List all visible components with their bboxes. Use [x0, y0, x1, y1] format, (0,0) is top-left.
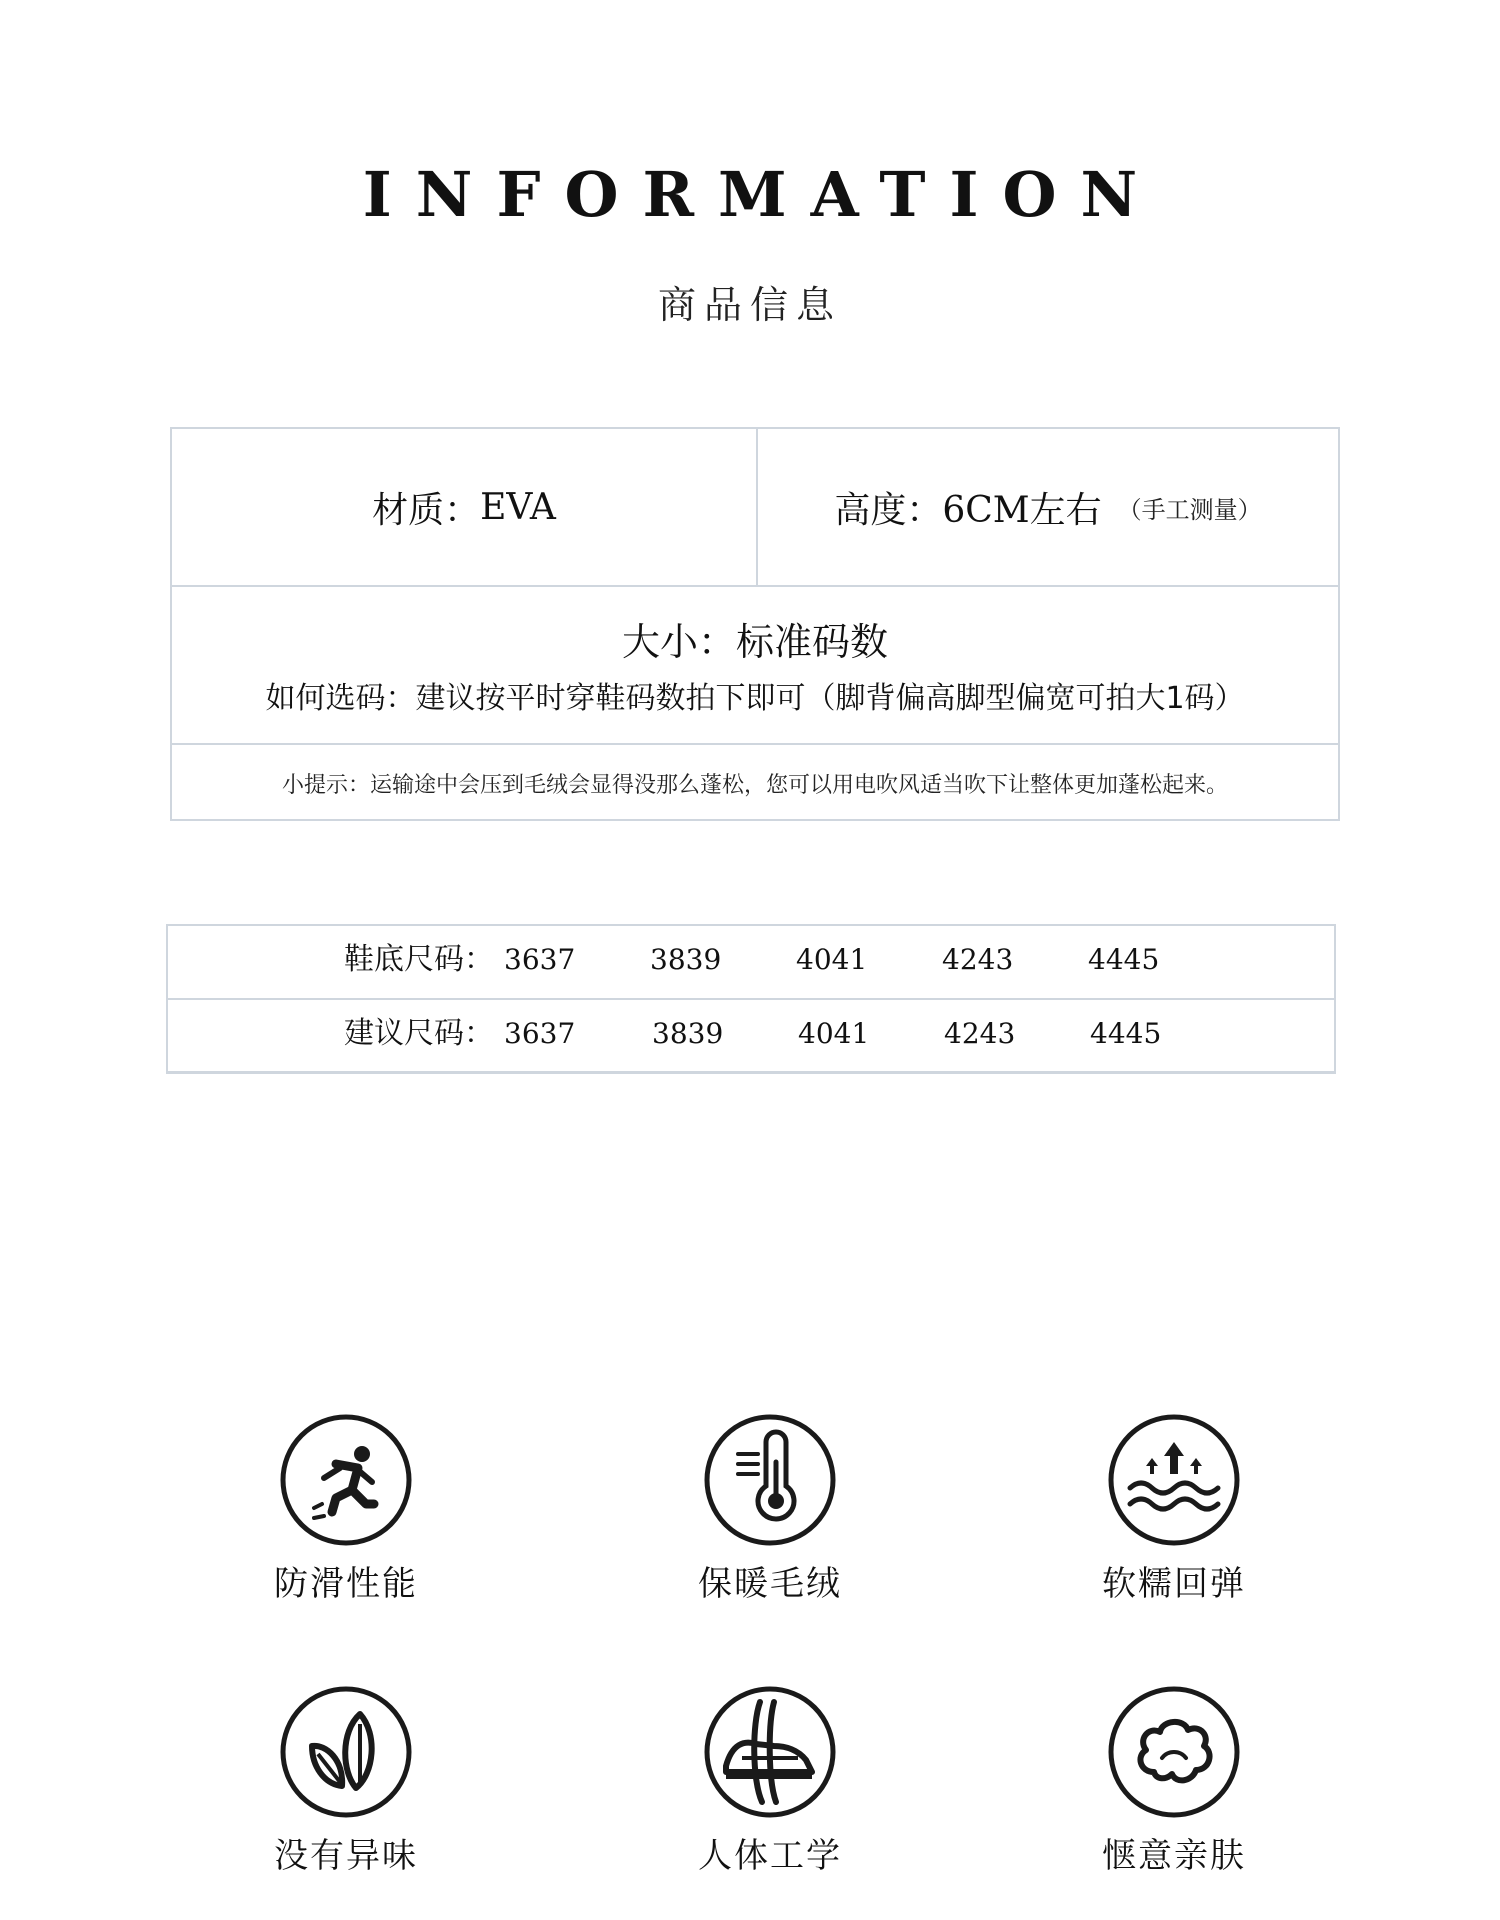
page-subtitle: 商品信息: [657, 283, 842, 327]
size-value: 4445: [1090, 1017, 1162, 1050]
page-title: INFORMATION: [362, 158, 1162, 231]
feature-label: 防滑性能: [274, 1564, 418, 1604]
size-value: 4041: [798, 1017, 870, 1050]
size-value: 3839: [652, 1017, 724, 1050]
size-table: [166, 924, 1336, 1074]
rebound-icon: [1106, 1412, 1242, 1548]
height-value: 6CM左右: [942, 489, 1102, 531]
row-label: 鞋底尺码：: [344, 942, 494, 977]
feature-label: 惬意亲肤: [1102, 1836, 1246, 1876]
height-cell: [758, 429, 1338, 585]
table-row: [168, 1000, 1334, 1072]
size-title: 大小：标准码数: [621, 620, 888, 664]
table-row: [168, 926, 1334, 1000]
material-value: EVA: [480, 486, 556, 528]
cotton-icon: [1106, 1684, 1242, 1820]
slip-icon: [278, 1412, 414, 1548]
feature-anti-slip: [196, 1412, 496, 1606]
size-value: 4243: [942, 943, 1014, 976]
height-label: 高度：: [834, 489, 943, 531]
size-value: 4243: [944, 1017, 1016, 1050]
feature-skin-friendly: [1024, 1684, 1324, 1878]
material-cell: [172, 429, 758, 585]
thermometer-icon: [702, 1412, 838, 1548]
shoe-icon: [702, 1684, 838, 1820]
feature-warm: [620, 1412, 920, 1606]
info-table: [170, 427, 1340, 821]
feature-label: 保暖毛绒: [698, 1564, 842, 1604]
row-label: 建议尺码：: [344, 1016, 494, 1051]
feature-label: 人体工学: [698, 1836, 842, 1876]
feature-label: 没有异味: [274, 1836, 418, 1876]
size-value: 3839: [650, 943, 722, 976]
size-how-to-choose: 如何选码：建议按平时穿鞋码数拍下即可（脚背偏高脚型偏宽可拍大1码）: [265, 681, 1245, 716]
size-value: 3637: [504, 1017, 576, 1050]
feature-rebound: [1024, 1412, 1324, 1606]
feature-label: 软糯回弹: [1102, 1564, 1246, 1604]
tip-text: 小提示：运输途中会压到毛绒会显得没那么蓬松，您可以用电吹风适当吹下让整体更加蓬松起来。: [281, 772, 1228, 798]
size-value: 4445: [1088, 943, 1160, 976]
height-note: （手工测量）: [1117, 495, 1262, 524]
info-row-material-height: [172, 429, 1338, 587]
info-row-size: [172, 587, 1338, 745]
info-row-tip: [172, 745, 1338, 821]
leaf-icon: [278, 1684, 414, 1820]
material-label: 材质：: [372, 489, 481, 531]
feature-no-odor: [196, 1684, 496, 1878]
feature-ergonomic: [620, 1684, 920, 1878]
size-value: 3637: [504, 943, 576, 976]
size-value: 4041: [796, 943, 868, 976]
